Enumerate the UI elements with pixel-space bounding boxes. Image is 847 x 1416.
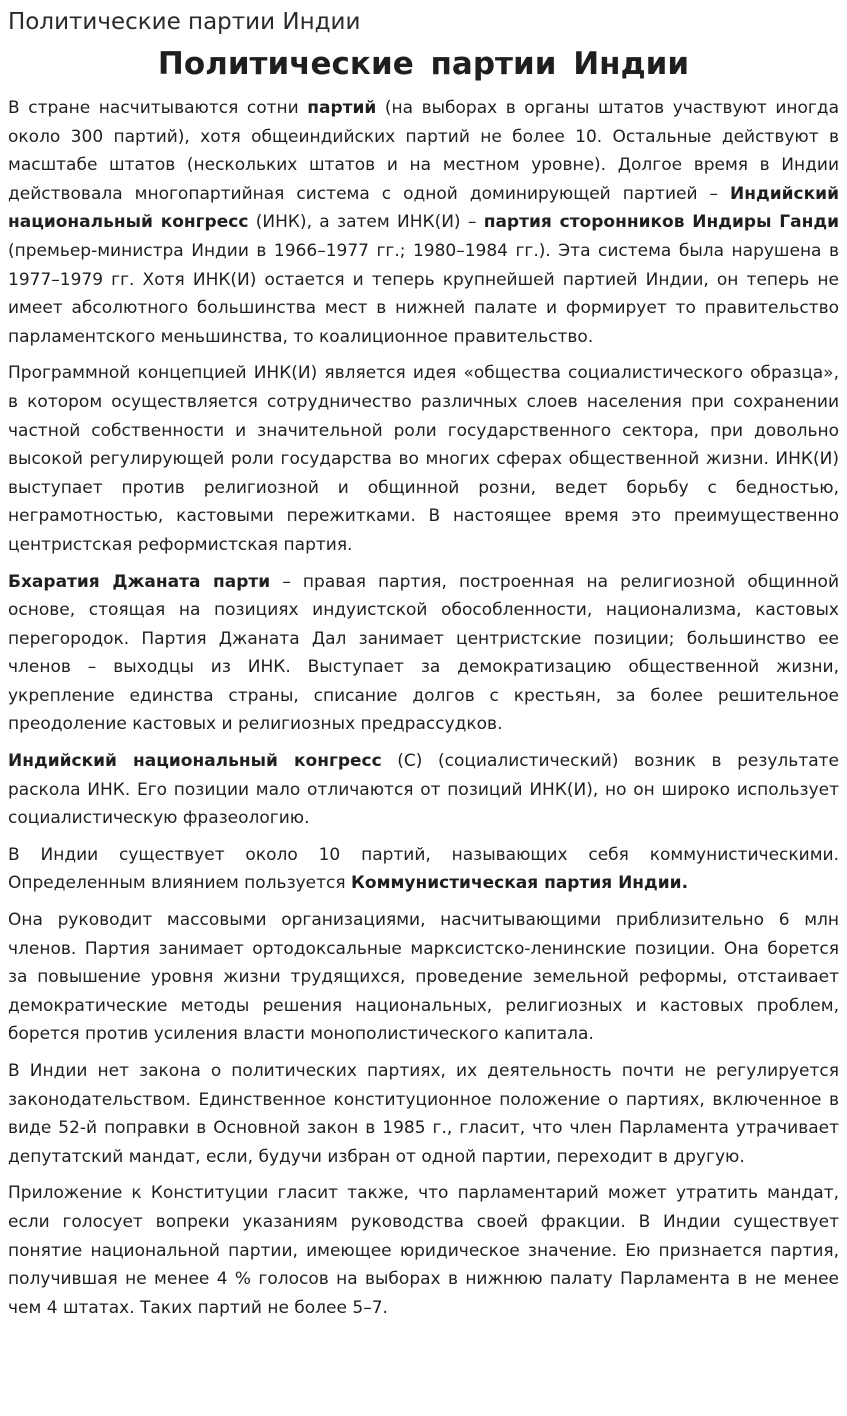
paragraph [8, 747, 839, 833]
article-body [8, 94, 839, 1322]
text-run: В Индии существует около 10 партий, называющих себя коммунистическими. Определенным влиянием пользуется [8, 844, 839, 894]
text-run: – правая партия, построенная на религиозной общинной основе, стоящая на позициях индуистской обособленности, национализма, кастовых перегородок. Партия Джаната Дал занимает центристские позиции; большинство ее членов – выходцы из ИНК. Выступает за демократизацию общественной жизни, укрепление единства страны, списание долгов с крестьян, за более решительное преодоление кастовых и религиозных предрассудков. [8, 571, 839, 735]
text-run: (премьер-министра Индии в 1966–1977 гг.; 1980–1984 гг.). Эта система была нарушена в 1977–1979 гг. Хотя ИНК(И) остается и теперь крупнейшей партией Индии, он теперь не имеет абсолютного большинства мест в нижней палате и формирует то правительство парламентского меньшинства, то коалиционное правительство. [8, 240, 839, 347]
text-run: (ИНК), а затем ИНК(И) – [248, 212, 484, 233]
text-run: (на выборах в органы штатов участвуют иногда около 300 партий), хотя общеиндийских партий не более 10. Остальные действуют в масштабе штатов (нескольких штатов и на местном уровне). Долгое время в Индии действовала многопартийная система с одной доминирующей партией – [8, 98, 839, 204]
paragraph [8, 359, 839, 559]
text-run: В стране насчитываются сотни [8, 98, 308, 118]
text-run: Приложение к Конституции гласит также, что парламентарий может утратить мандат, если голосует вопреки указаниям руководства своей фракции. В Индии существует понятие национальной партии, имеющее юридическое значение. Ею признается партия, получившая не менее 4 % голосов на выборах в нижнюю палату Парламента в не менее чем 4 штатах. Таких партий не более 5–7. [8, 1183, 839, 1318]
text-run: Программной концепцией ИНК(И) является идея «общества социалистического образца», в котором осуществляется сотрудничество различных слоев населения при сохранении частной собственности и значительной роли государственного сектора, при довольно высокой регулирующей роли государства во многих сферах общественной жизни. ИНК(И) выступает против религиозной и общинной розни, ведет борьбу с бедностью, неграмотностью, кастовыми пережитками. В настоящее время это преимущественно центристская реформистская партия. [8, 363, 839, 555]
article-heading: Политические партии Индии [157, 46, 690, 82]
text-run: Она руководит массовыми организациями, насчитывающими приблизительно 6 млн членов. Партия занимает ортодоксальные марксистско-ленинские позиции. Она борется за повышение уровня жизни трудящихся, проведение земельной реформы, отстаивает демократические методы решения национальных, религиозных и кастовых проблем, борется против усиления власти монополистического капитала. [8, 910, 839, 1045]
paragraph [8, 568, 839, 740]
bold-term: Индийский национальный конгресс [8, 183, 839, 233]
bold-term: Бхаратия Джаната парти [8, 571, 271, 592]
bold-term: партий [307, 98, 377, 118]
paragraph [8, 841, 839, 898]
paragraph [8, 94, 839, 351]
bold-term: Индийский национальный конгресс [8, 751, 382, 772]
document-title: Политические партии Индии [8, 9, 361, 35]
bold-term: Коммунистическая партия Индии. [351, 873, 689, 894]
paragraph [8, 1057, 839, 1171]
paragraph [8, 906, 839, 1049]
paragraph [8, 1179, 839, 1322]
bold-term: партия сторонников Индиры Ганди [483, 212, 839, 233]
text-run: В Индии нет закона о политических партиях, их деятельность почти не регулируется законодательством. Единственное конституционное положение о партиях, включенное в виде 52-й поправки в Основной закон в 1985 г., гласит, что член Парламента утрачивает депутатский мандат, если, будучи избран от одной партии, переходит в другую. [8, 1061, 839, 1167]
text-run: (С) (социалистический) возник в результате раскола ИНК. Его позиции мало отличаются от позиций ИНК(И), но он широко использует социалистическую фразеологию. [8, 751, 839, 829]
